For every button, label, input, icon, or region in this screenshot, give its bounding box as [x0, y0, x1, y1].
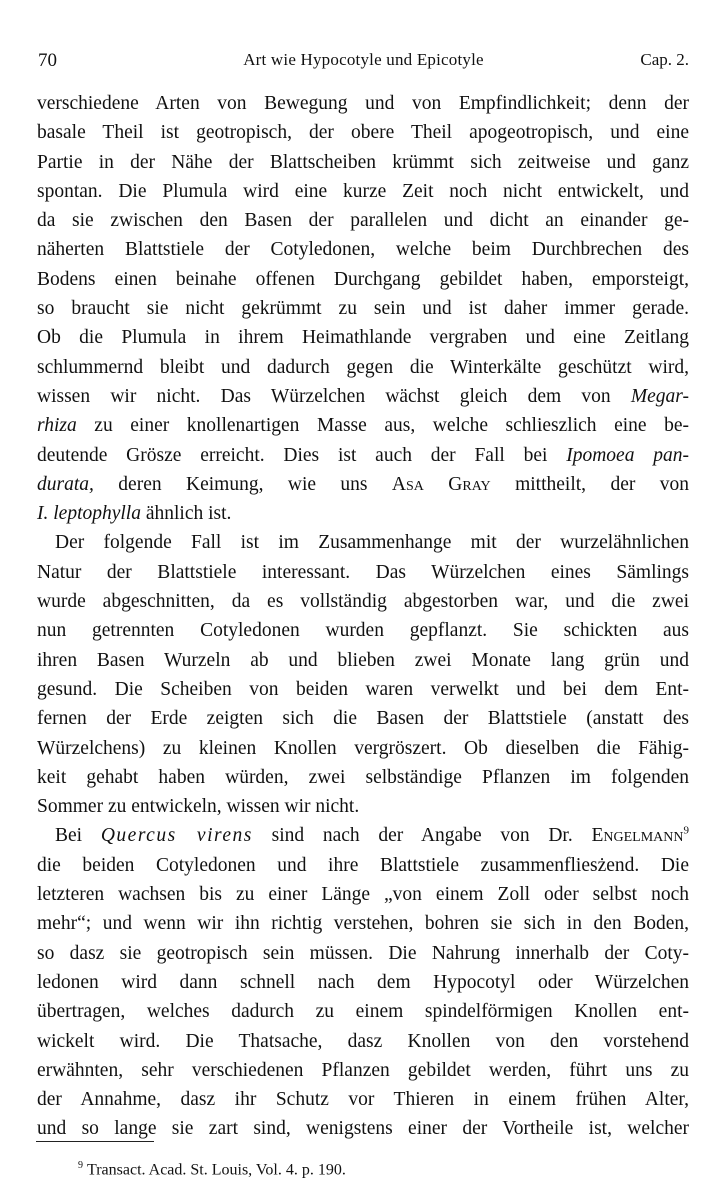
- paragraph: [37, 821, 689, 1143]
- species-name: Quercus virens: [100, 825, 253, 847]
- text-line: so dasz sie geotropisch sein müssen. Die Nahrung innerhalb der Coty-: [37, 942, 689, 964]
- text-line: Partie in der Nähe der Blattscheiben krümmt sich zeitweise und ganz: [37, 151, 689, 173]
- text-line: näherten Blattstiele der Cotyledonen, welche beim Durchbrechen des: [37, 239, 689, 261]
- chapter-label: Cap. 2.: [640, 50, 689, 69]
- text-line: keit gehabt haben würden, zwei selbständige Pflanzen im folgenden: [37, 766, 689, 788]
- paragraph: [37, 89, 689, 528]
- text-line: erwähnten, sehr verschiedenen Pflanzen gebildet werden, führt uns zu: [37, 1059, 689, 1081]
- text-line: durata, deren Keimung, wie uns Asa Gray mittheilt, der von: [37, 473, 689, 495]
- species-name: Megar-: [630, 385, 689, 407]
- footnote-text: Transact. Acad. St. Louis, Vol. 4. p. 190.: [87, 1161, 346, 1179]
- text-line: rhiza zu einer knollenartigen Masse aus, welche schlieszlich eine be-: [37, 415, 689, 437]
- text-line: mehr“; und wenn wir ihn richtig verstehen, bohren sie sich in den Boden,: [37, 913, 689, 935]
- text-line: gesund. Die Scheiben von beiden waren verwelkt und bei dem Ent-: [37, 678, 689, 700]
- text-line: deutende Grösze erreicht. Dies ist auch der Fall bei Ipomoea pan-: [37, 444, 689, 466]
- text-line: so braucht sie nicht gekrümmt zu sein und ist daher immer gerade.: [37, 298, 689, 320]
- text-line: wissen wir nicht. Das Würzelchen wächst gleich dem von Megar-: [37, 385, 689, 407]
- footnote: [78, 1160, 346, 1179]
- author-name: Asa Gray: [391, 473, 491, 495]
- footnote-number: 9: [78, 1160, 83, 1171]
- species-name: I. leptophylla: [37, 503, 141, 525]
- footnote-divider: [36, 1141, 154, 1142]
- running-title: Art wie Hypocotyle und Epicotyle: [243, 50, 484, 69]
- species-name: Ipomoea pan-: [566, 444, 689, 466]
- text-line: Natur der Blattstiele interessant. Das Würzelchen eines Sämlings: [37, 561, 689, 583]
- text-line: spontan. Die Plumula wird eine kurze Zeit noch nicht entwickelt, und: [37, 180, 689, 202]
- text-line: letzteren wachsen bis zu einer Länge „von einem Zoll oder selbst noch: [37, 884, 689, 906]
- text-line: Bodens einen beinahe offenen Durchgang gebildet haben, emporsteigt,: [37, 268, 689, 290]
- text-line: basale Theil ist geotropisch, der obere Theil apogeotropisch, und eine: [37, 122, 689, 144]
- text-line: Ob die Plumula in ihrem Heimathlande vergraben und eine Zeitlang: [37, 327, 689, 349]
- running-header: [38, 50, 689, 72]
- text-line: Würzelchens) zu kleinen Knollen vergröszert. Ob dieselben die Fähig-: [37, 737, 689, 759]
- text-line: nun getrennten Cotyledonen wurden gepflanzt. Sie schickten aus: [37, 620, 689, 642]
- author-name: Engelmann: [591, 825, 684, 847]
- text-line: die beiden Cotyledonen und ihre Blattstiele zusammenfliesżend. Die: [37, 854, 689, 876]
- text-line: der Annahme, dasz ihr Schutz vor Thieren in einem frühen Alter,: [37, 1089, 689, 1111]
- text-line: I. leptophylla ähnlich ist.: [37, 503, 232, 525]
- footnote-reference: 9: [683, 824, 689, 837]
- text-line: da sie zwischen den Basen der parallelen und dicht an einander ge-: [37, 210, 689, 232]
- page-number: 70: [38, 50, 57, 71]
- text-line: wurde abgeschnitten, da es vollständig abgestorben war, und die zwei: [37, 591, 689, 613]
- text-line: und so lange sie zart sind, wenigstens einer der Vortheile ist, welcher: [37, 1118, 689, 1140]
- text-line: fernen der Erde zeigten sich die Basen der Blattstiele (anstatt des: [37, 708, 689, 730]
- text-line: ihren Basen Wurzeln ab und blieben zwei Monate lang grün und: [37, 649, 689, 671]
- paragraph: [37, 528, 689, 821]
- text-line: Der folgende Fall ist im Zusammenhange mit der wurzelähnlichen: [55, 532, 689, 554]
- text-line: wickelt wird. Die Thatsache, dasz Knollen von den vorstehend: [37, 1030, 689, 1052]
- species-name: durata,: [37, 473, 94, 495]
- text-line: übertragen, welches dadurch zu einem spindelförmigen Knollen ent-: [37, 1001, 689, 1023]
- species-name: rhiza: [37, 415, 77, 437]
- text-line: ledonen wird dann schnell nach dem Hypocotyl oder Würzelchen: [37, 971, 689, 993]
- body-text: [37, 89, 689, 1144]
- text-line: verschiedene Arten von Bewegung und von Empfindlichkeit; denn der: [37, 93, 689, 114]
- text-line: Bei Quercus virens sind nach der Angabe von Dr. Engelmann$^9$: [55, 824, 689, 847]
- text-line: schlummernd bleibt und dadurch gegen die Winterkälte geschützt wird,: [37, 356, 689, 378]
- text-line: Sommer zu entwickeln, wissen wir nicht.: [37, 796, 360, 818]
